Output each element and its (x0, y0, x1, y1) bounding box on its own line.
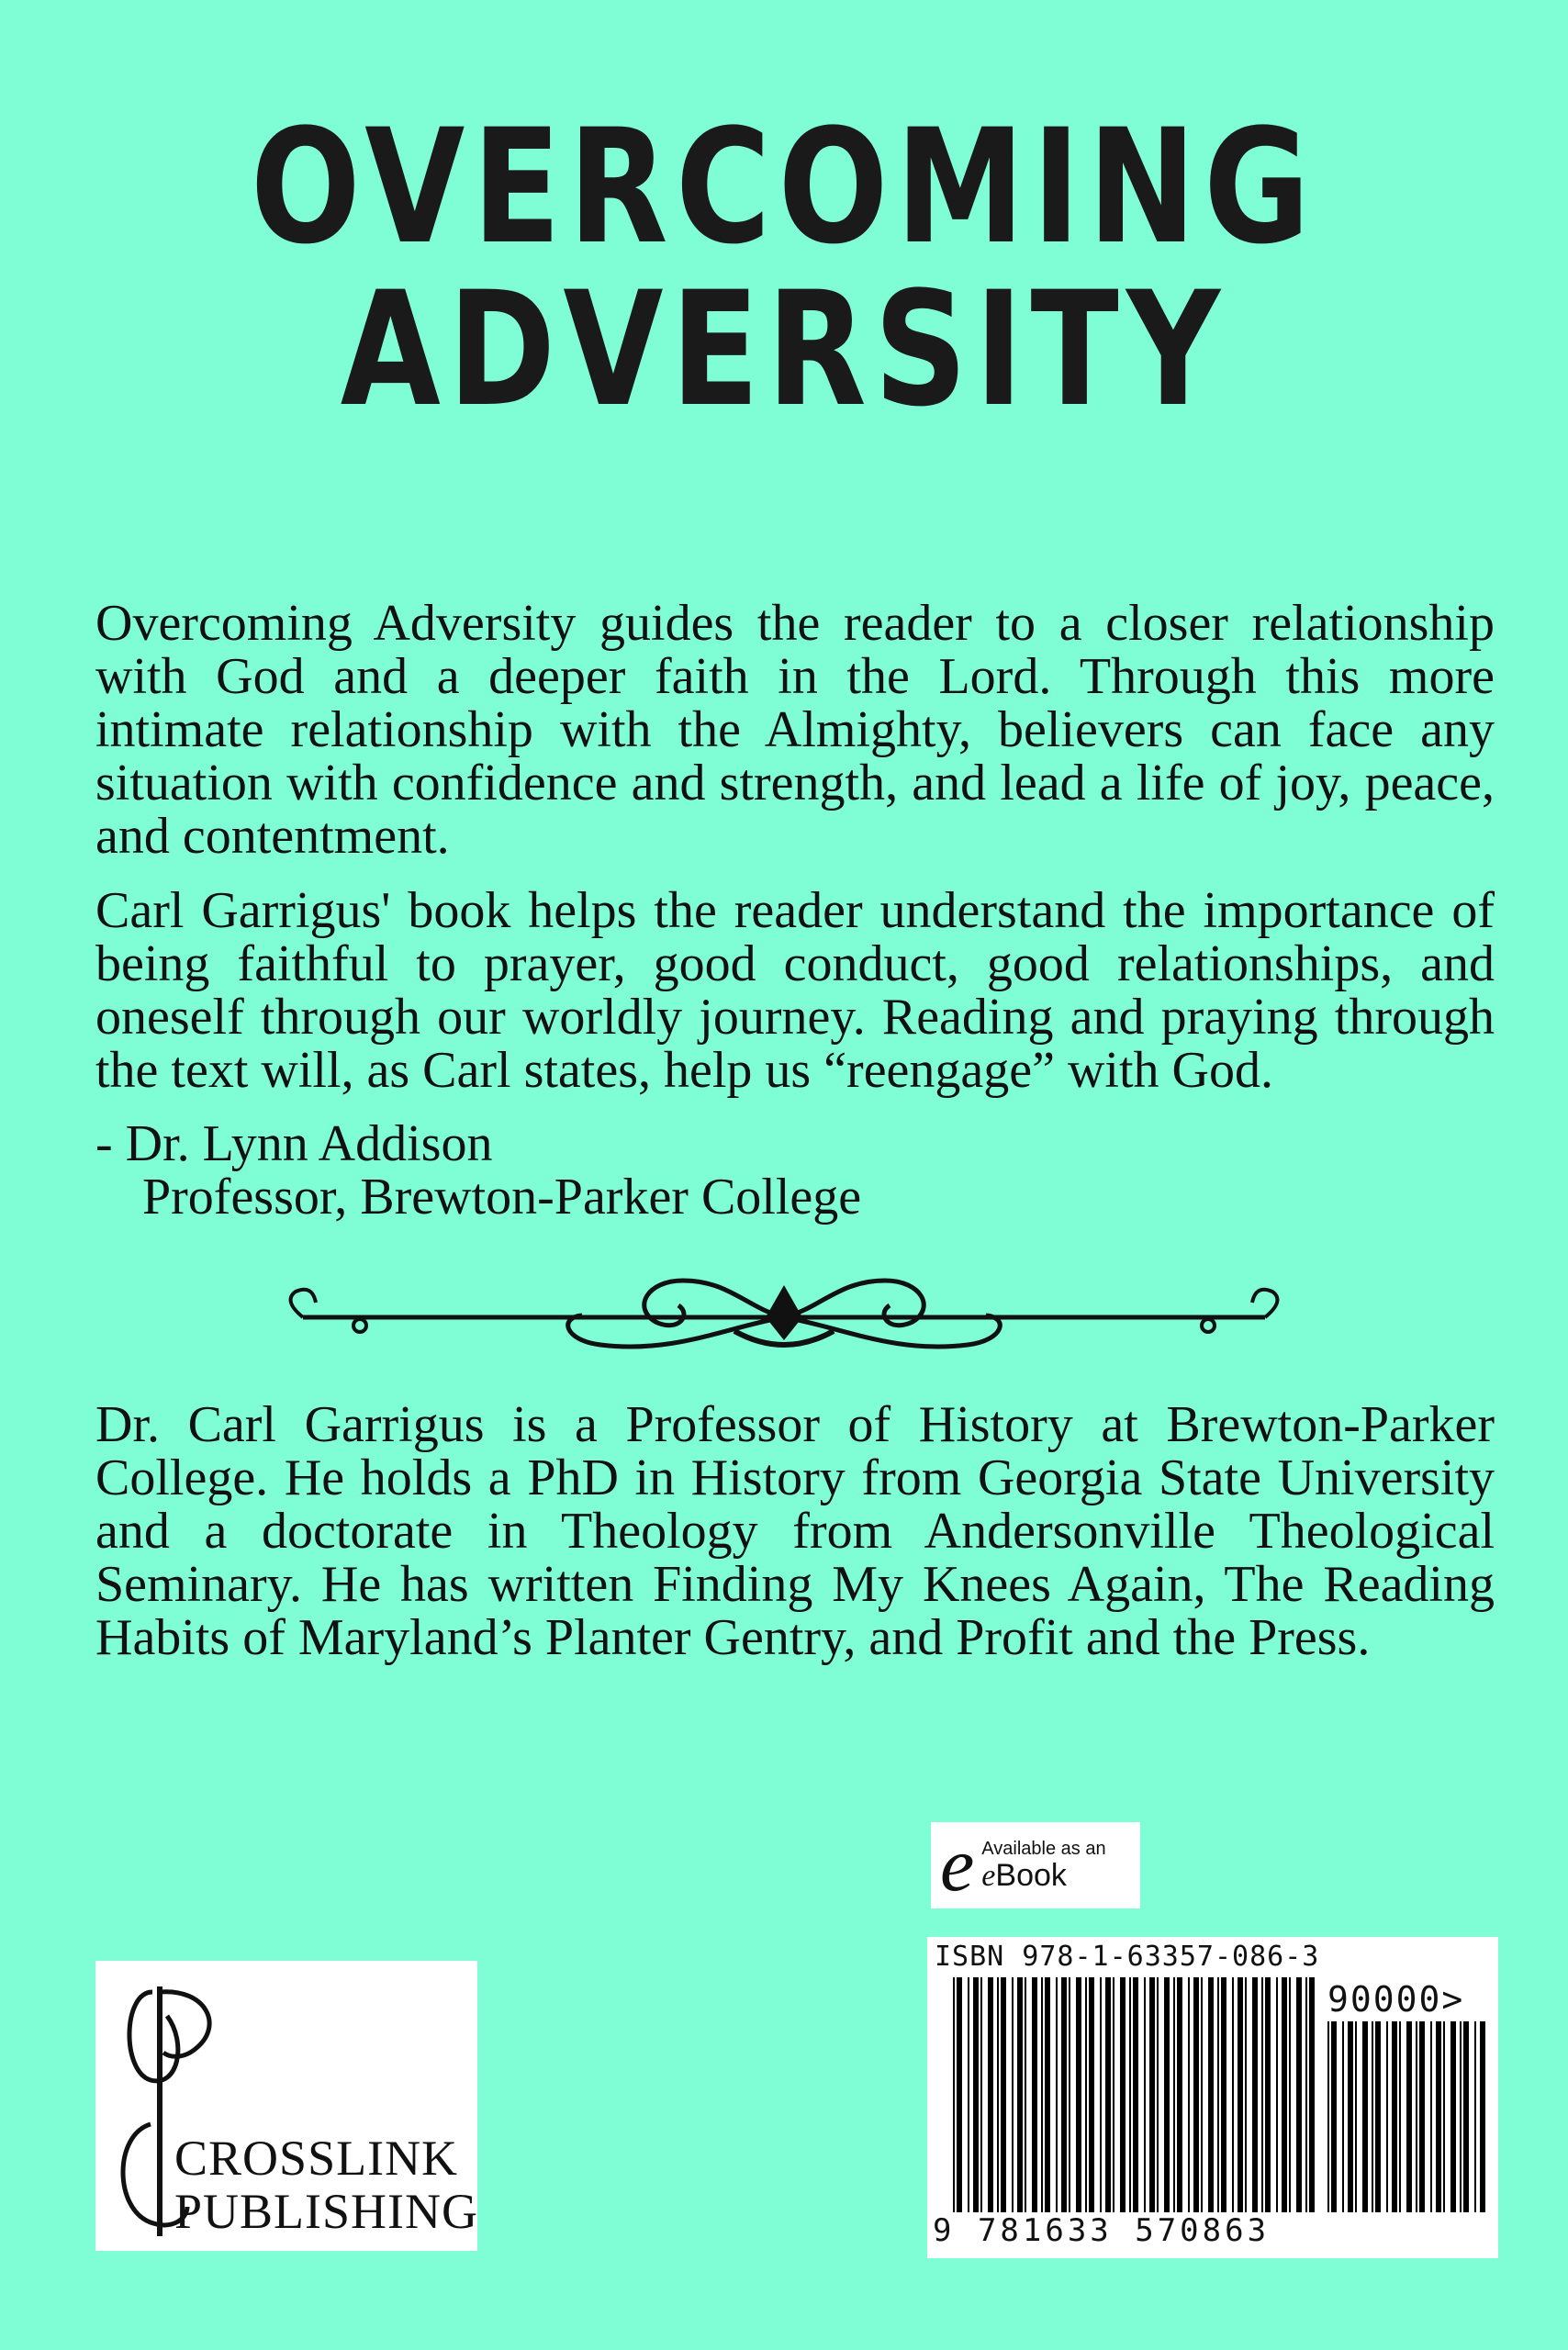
barcode-bar (1265, 1977, 1271, 2212)
barcode-bar (1386, 2021, 1388, 2212)
ebook-badge-line2: eBook (981, 1857, 1067, 1893)
barcode-bar (1276, 1977, 1278, 2212)
barcode-bar (1416, 2021, 1417, 2212)
barcode-bar (1177, 1977, 1182, 2212)
barcode-bar (1450, 2021, 1456, 2212)
barcode-bar (1392, 2021, 1397, 2212)
barcode-bar (1399, 2021, 1401, 2212)
barcode-bar (1149, 1977, 1155, 2212)
barcode-bar (1193, 1977, 1199, 2212)
barcode-bar (997, 1977, 999, 2212)
barcode-bar (1443, 2021, 1445, 2212)
publisher-name-line2: PUBLISHING (174, 2184, 479, 2239)
barcode-bar (1133, 1977, 1138, 2212)
description-paragraph-1: Overcoming Adversity guides the reader to a closer relationship with God and a deeper faith in the Lord. Through this more intimate relationship with the Almighty, believers can face any situation with confidence and strength, and lead a life of joy, peace, and contentment. (95, 595, 1495, 865)
barcode-bar (1375, 2021, 1381, 2212)
barcode-bar (1372, 2021, 1373, 2212)
barcode-bar (1144, 1977, 1146, 2212)
barcode-bar (968, 1977, 969, 2212)
barcode-bar (1069, 1977, 1070, 2212)
barcode-bar (1089, 1977, 1094, 2212)
barcode-bar (1419, 2021, 1425, 2212)
ebook-badge (931, 1822, 1140, 1908)
barcode-bars-icon (953, 1977, 1320, 2212)
barcode-bar (1208, 1977, 1214, 2212)
barcode-bar (980, 1977, 982, 2212)
isbn-label: ISBN 978-1-63357-086-3 (935, 1941, 1320, 1973)
barcode-bar (973, 1977, 979, 2212)
ornament-divider-icon (275, 1267, 1293, 1368)
barcode-bar (1085, 1977, 1087, 2212)
barcode-bar (1076, 1977, 1081, 2212)
barcode-bar (1173, 1977, 1175, 2212)
barcode-bar (1120, 1977, 1126, 2212)
barcode-bar (1436, 2021, 1441, 2212)
barcode-digits: 9 781633 570863 (933, 2212, 1271, 2249)
title-line-2: ADVERSITY (340, 257, 1228, 442)
barcode-bar (1282, 1977, 1287, 2212)
barcode-bar (1463, 2021, 1469, 2212)
ebook-badge-line1: Available as an (981, 1838, 1106, 1859)
barcode-bar (1232, 1977, 1234, 2212)
publisher-logo (95, 1961, 477, 2251)
publisher-name-line1: CROSSLINK (174, 2131, 459, 2186)
barcode-bar (1474, 2021, 1476, 2212)
price-code-label: 90000> (1327, 1979, 1465, 2020)
barcode-bar (1105, 1977, 1111, 2212)
barcode-bar (1289, 1977, 1291, 2212)
attribution-title: Professor, Brewton-Parker College (142, 1169, 862, 1225)
barcode-bar (1164, 1977, 1170, 2212)
description-paragraph-2: Carl Garrigus' book helps the reader understand the importance of being faithful to prayer, good conduct, good relationships, and oneself through our worldly journey. Reading and praying through the text will, as Carl states, help us “reengage” with God. (95, 882, 1495, 1099)
barcode-bar (1157, 1977, 1159, 2212)
barcode-bar (1012, 1977, 1014, 2212)
barcode-bar (1305, 1977, 1307, 2212)
barcode-bar (1238, 1977, 1243, 2212)
barcode-bar (1245, 1977, 1247, 2212)
barcode-bar (1430, 2021, 1432, 2212)
ebook-letter-icon: e (940, 1822, 975, 1908)
barcode-bar (1327, 2021, 1329, 2212)
barcode-bar (1221, 1977, 1226, 2212)
price-barcode-bars-icon (1327, 2021, 1485, 2212)
barcode-bar (1348, 2021, 1353, 2212)
barcode-bar (1252, 1977, 1258, 2212)
barcode-bar (1129, 1977, 1131, 2212)
barcode-bar (1362, 2021, 1368, 2212)
barcode-bar (1342, 2021, 1344, 2212)
barcode-bar (1201, 1977, 1203, 2212)
barcode-bar (1309, 1977, 1315, 2212)
author-bio: Dr. Carl Garrigus is a Professor of History at Brewton-Parker College. He holds a PhD in History from Georgia State University and a doctorate in Theology from Andersonville Theological Seminary. He has written Finding My Knees Again, The Reading Habits of Maryland’s Planter Gentry, and Profit and the Press. (95, 1396, 1495, 1666)
barcode-bar (957, 1977, 962, 2212)
barcode-bar (1480, 2021, 1485, 2212)
barcode-bar (1001, 1977, 1006, 2212)
barcode-bar (1056, 1977, 1058, 2212)
barcode-bar (988, 1977, 993, 2212)
barcode-bar (1041, 1977, 1043, 2212)
barcode-bar (1100, 1977, 1102, 2212)
barcode-bar (1017, 1977, 1023, 2212)
barcode-bar (1032, 1977, 1037, 2212)
barcode-bar (1045, 1977, 1050, 2212)
barcode-bar (1113, 1977, 1114, 2212)
barcode-bar (1406, 2021, 1412, 2212)
isbn-barcode (927, 1937, 1498, 2258)
attribution-name: - Dr. Lynn Addison (95, 1115, 493, 1172)
barcode-bar (1261, 1977, 1263, 2212)
barcode-bar (1460, 2021, 1462, 2212)
barcode-bar (953, 1977, 955, 2212)
barcode-bar (1296, 1977, 1302, 2212)
barcode-bar (1061, 1977, 1067, 2212)
barcode-bar (1217, 1977, 1219, 2212)
barcode-bar (1025, 1977, 1026, 2212)
barcode-bar (1188, 1977, 1190, 2212)
barcode-bar (1331, 2021, 1337, 2212)
title-line-1: OVERCOMING (250, 95, 1318, 279)
barcode-bar (1355, 2021, 1357, 2212)
